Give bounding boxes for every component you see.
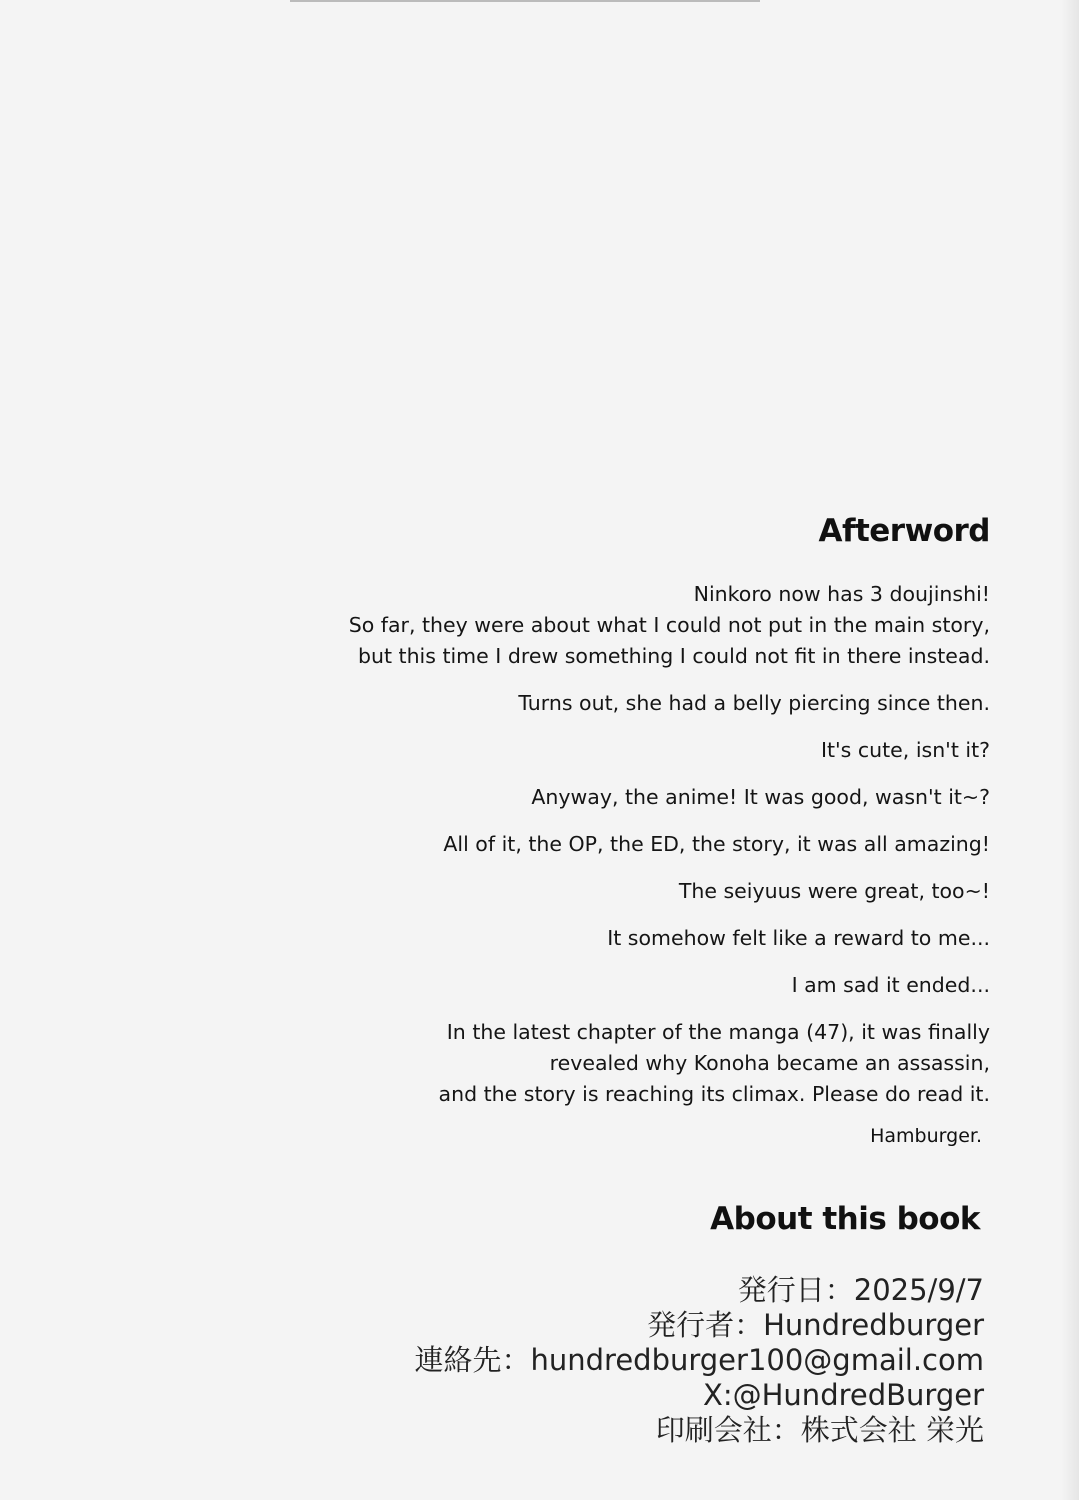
text-line: All of it, the OP, the ED, the story, it was all amazing! xyxy=(443,832,990,856)
x-handle: X:@HundredBurger xyxy=(702,1378,984,1412)
text-line: I am sad it ended... xyxy=(791,973,990,997)
afterword-paragraph xyxy=(280,1017,990,1110)
printing-company: 印刷会社：株式会社 栄光 xyxy=(655,1413,984,1447)
spacer xyxy=(280,1110,990,1122)
afterword-title: Afterword xyxy=(818,513,990,549)
about-title: About this book xyxy=(710,1201,980,1237)
spacer xyxy=(280,813,990,829)
afterword-section xyxy=(280,505,990,1150)
spacer xyxy=(280,766,990,782)
text-line: The seiyuus were great, too~! xyxy=(678,879,990,903)
afterword-paragraph xyxy=(280,876,990,907)
text-line: Anyway, the anime! It was good, wasn't it~? xyxy=(531,785,990,809)
contact-email: 連絡先：hundredburger100@gmail.com xyxy=(414,1343,984,1377)
afterword-paragraph xyxy=(280,579,990,672)
spacer xyxy=(280,954,990,970)
page-shadow xyxy=(1061,0,1079,1500)
spacer xyxy=(280,719,990,735)
text-line: Ninkoro now has 3 doujinshi! xyxy=(693,582,990,606)
text-line: revealed why Konoha became an assassin, xyxy=(549,1051,990,1075)
text-line: and the story is reaching its climax. Please do read it. xyxy=(438,1082,990,1106)
spacer xyxy=(280,860,990,876)
page-edge-decoration xyxy=(290,0,760,6)
afterword-paragraph xyxy=(280,688,990,719)
afterword-paragraph xyxy=(280,735,990,766)
text-line: So far, they were about what I could not put in the main story, xyxy=(348,613,990,637)
text-line: but this time I drew something I could not fit in there instead. xyxy=(357,644,990,668)
colophon xyxy=(300,1273,984,1448)
publisher: 発行者：Hundredburger xyxy=(647,1308,984,1342)
spacer xyxy=(280,672,990,688)
text-line: It's cute, isn't it? xyxy=(820,738,990,762)
afterword-paragraph xyxy=(280,923,990,954)
text-line: In the latest chapter of the manga (47), it was finally xyxy=(446,1020,990,1044)
afterword-paragraph xyxy=(280,970,990,1001)
afterword-paragraph xyxy=(280,782,990,813)
afterword-paragraph xyxy=(280,829,990,860)
text-line: Turns out, she had a belly piercing since then. xyxy=(518,691,990,715)
about-section xyxy=(280,1193,980,1245)
spacer xyxy=(280,557,990,579)
spacer xyxy=(280,907,990,923)
signature: Hamburger. xyxy=(870,1125,982,1147)
text-line: It somehow felt like a reward to me... xyxy=(607,926,990,950)
publication-date: 発行日：2025/9/7 xyxy=(737,1273,984,1307)
spacer xyxy=(280,1001,990,1017)
